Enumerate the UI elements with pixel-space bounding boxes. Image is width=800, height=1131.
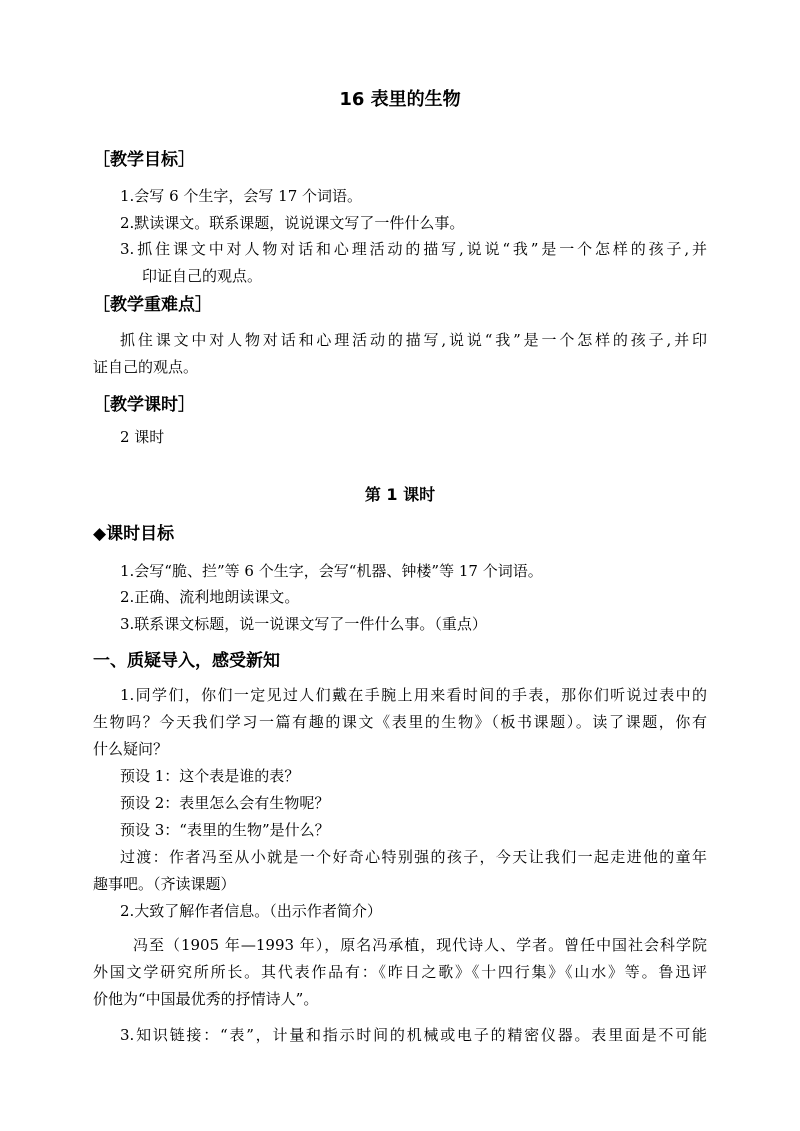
paragraph-line: 什么疑问？ [93,740,169,758]
knowledge-link-paragraph [93,1022,707,1049]
lesson-goal-item: 1.会写“脆、拦”等 6 个生字，会写“机器、钟楼”等 17 个词语。 [120,561,543,580]
paragraph-line: 1.同学们，你们一定见过人们戴在手腕上用来看时间的手表，那你们听说过表中的 [120,686,707,704]
section-paragraph [93,682,707,763]
author-intro-paragraph [93,932,707,1013]
section-heading: 一、质疑导入，感受新知 [93,651,280,671]
objective-item-continuation: 印证自己的观点。 [142,266,263,285]
paragraph-line: 价他为“中国最优秀的抒情诗人”。 [93,990,319,1008]
lesson-goal-item: 3.联系课文标题，说一说课文写了一件什么事。（重点） [120,614,487,633]
objective-item: 3.抓住课文中对人物对话和心理活动的描写,说说“我”是一个怎样的孩子,并 [120,240,707,258]
transition-paragraph [93,844,707,898]
section-paragraph: 2.大致了解作者信息。（出示作者简介） [120,902,382,920]
preset-answer: 预设 3：“表里的生物”是什么？ [120,821,330,839]
section-body [93,682,707,1049]
preset-answer: 预设 1：这个表是谁的表？ [120,767,300,785]
key-points-heading: ［教学重难点］ [93,295,212,315]
paragraph-line: 证自己的观点。 [93,357,199,376]
objective-item: 1.会写 6 个生字，会写 17 个词语。 [120,187,363,205]
objective-item: 2.默读课文。联系课题，说说课文写了一件什么事。 [120,213,465,232]
lesson-title: 第 1 课时 [364,484,436,504]
periods-text: 2 课时 [120,428,165,446]
paragraph-line: 过渡：作者冯至从小就是一个好奇心特别强的孩子，今天让我们一起走进他的童年 [120,848,707,866]
page-title: 16 表里的生物 [339,89,461,110]
paragraph-line: 趣事吧。（齐读课题） [93,875,236,893]
paragraph-line: 生物吗？今天我们学习一篇有趣的课文《表里的生物》（板书课题）。读了课题，你有 [93,713,707,731]
paragraph-line: 冯至（1905 年—1993 年），原名冯承植，现代诗人、学者。曾任中国社会科学院 [133,936,707,954]
paragraph-line: 3.知识链接：“表”，计量和指示时间的机械或电子的精密仪器。表里面是不可能 [120,1026,707,1044]
lesson-goals-list [93,558,707,638]
key-points-paragraph [93,327,707,380]
periods-heading: ［教学课时］ [93,395,195,415]
lesson-goal-item: 2.正确、流利地朗读课文。 [120,588,300,606]
paragraph-line: 外国文学研究所所长。其代表作品有：《昨日之歌》《十四行集》《山水》等。鲁迅评 [93,963,707,981]
paragraph-line: 抓住课文中对人物对话和心理活动的描写,说说“我”是一个怎样的孩子,并印 [120,331,707,349]
objectives-list [93,183,707,289]
objectives-heading: ［教学目标］ [93,150,195,170]
preset-answer: 预设 2：表里怎么会有生物呢？ [120,794,330,812]
lesson-goals-heading: ◆课时目标 [93,523,175,544]
